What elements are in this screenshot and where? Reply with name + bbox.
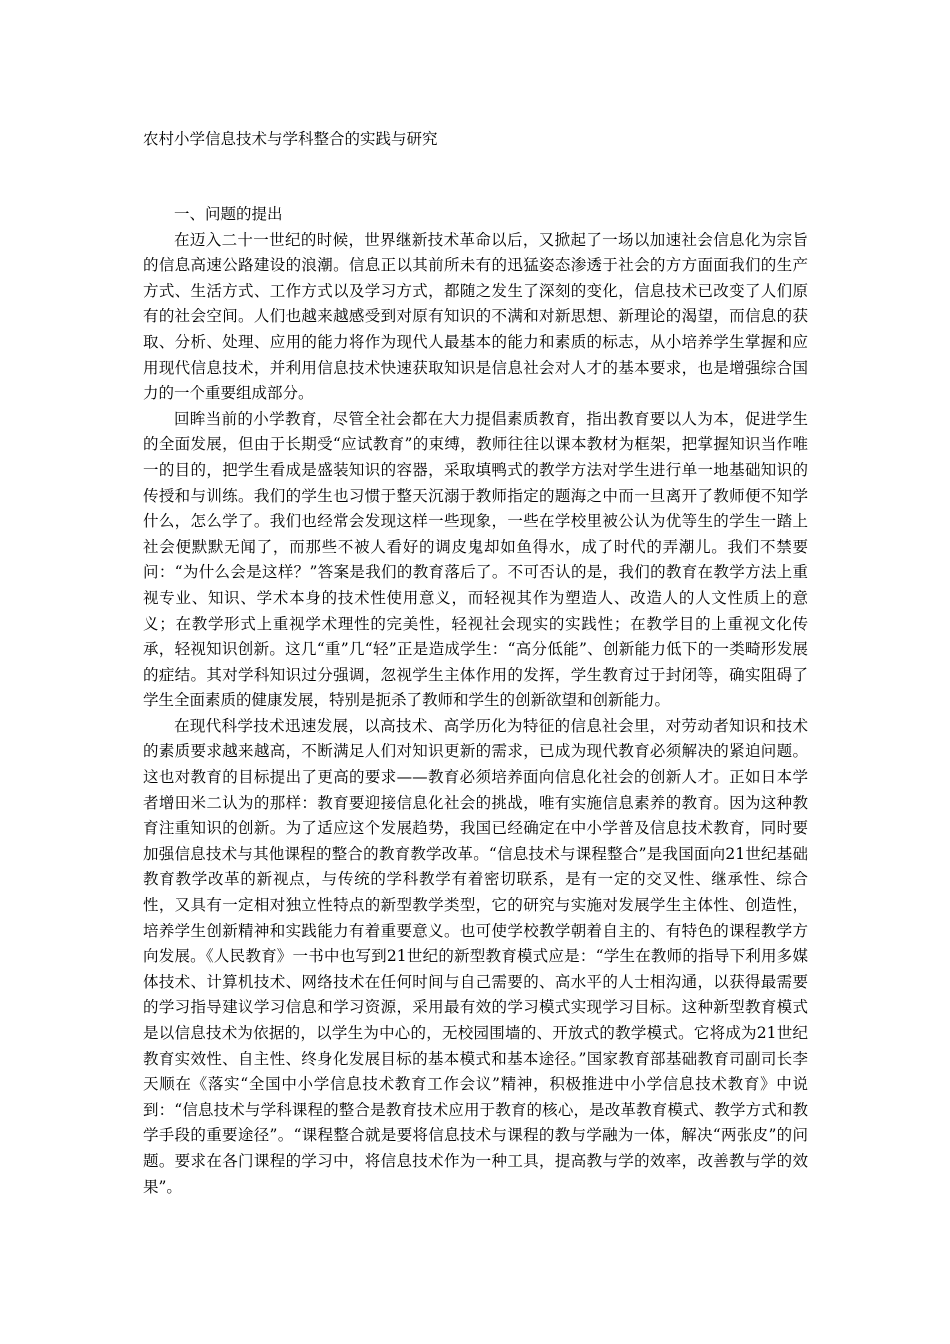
paragraph-1: 在迈入二十一世纪的时候，世界继新技术革命以后，又掀起了一场以加速社会信息化为宗旨的信息高速公路建设的浪潮。信息正以其前所未有的迅猛姿态渗透于社会的方方面面我们的生产方式、生活方式、工作方式以及学习方式，都随之发生了深刻的变化，信息技术已改变了人们原有的社会空间。人们也越来越感受到对原有知识的不满和对新思想、新理论的渴望，而信息的获取、分析、处理、应用的能力将作为现代人最基本的能力和素质的标志，从小培养学生掌握和应用现代信息技术，并利用信息技术快速获取知识是信息社会对人才的基本要求，也是增强综合国力的一个重要组成部分。 <box>143 230 808 403</box>
paragraph-3: 在现代科学技术迅速发展，以高技术、高学历化为特征的信息社会里，对劳动者知识和技术的素质要求越来越高，不断满足人们对知识更新的需求，已成为现代教育必须解决的紧迫问题。这也对教育的目标提出了更高的要求——教育必须培养面向信息化社会的创新人才。正如日本学者增田米二认为的那样：教育要迎接信息化社会的挑战，唯有实施信息素养的教育。因为这种教育注重知识的创新。为了适应这个发展趋势，我国已经确定在中小学普及信息技术教育，同时要加强信息技术与其他课程的整合的教育教学改革。“信息技术与课程整合”是我国面向21世纪基础教育教学改革的新视点，与传统的学科教学有着密切联系，是有一定的交叉性、继承性、综合性，又具有一定相对独立性特点的新型教学类型，它的研究与实施对发展学生主体性、创造性，培养学生创新精神和实践能力有着重要意义。也可使学校教学朝着自主的、有特色的课程教学方向发展。《人民教育》一书中也写到21世纪的新型教育模式应是：“学生在教师的指导下利用多媒体技术、计算机技术、网络技术在任何时间与自己需要的、高水平的人士相沟通，以获得最需要的学习指导建议学习信息和学习资源，采用最有效的学习模式实现学习目标。这种新型教育模式是以信息技术为依据的，以学生为中心的，无校园围墙的、开放式的教学模式。它将成为21世纪教育实效性、自主性、终身化发展目标的基本模式和基本途径。”国家教育部基础教育司副司长李天顺在《落实“全国中小学信息技术教育工作会议”精神，积极推进中小学信息技术教育》中说到：“信息技术与学科课程的整合是教育技术应用于教育的核心，是改革教育模式、教学方式和教学手段的重要途径”。“课程整合就是要将信息技术与课程的教与学融为一体，解决“两张皮”的问题。要求在各门课程的学习中，将信息技术作为一种工具，提高教与学的效率，改善教与学的效果”。 <box>143 716 808 1196</box>
paragraph-2: 回眸当前的小学教育，尽管全社会都在大力提倡素质教育，指出教育要以人为本，促进学生的全面发展，但由于长期受“应试教育”的束缚，教师往往以课本教材为框架，把掌握知识当作唯一的目的，把学生看成是盛装知识的容器，采取填鸭式的教学方法对学生进行单一地基础知识的传授和与训练。我们的学生也习惯于整天沉溺于教师指定的题海之中而一旦离开了教师便不知学什么，怎么学了。我们也经常会发现这样一些现象，一些在学校里被公认为优等生的学生一踏上社会便默默无闻了，而那些不被人看好的调皮鬼却如鱼得水，成了时代的弄潮儿。我们不禁要问：“为什么会是这样？”答案是我们的教育落后了。不可否认的是，我们的教育在教学方法上重视专业、知识、学术本身的技术性使用意义，而轻视其作为塑造人、改造人的人文性质上的意义；在教学形式上重视学术理性的完美性，轻视社会现实的实践性；在教学目的上重视文化传承，轻视知识创新。这几“重”几“轻”正是造成学生：“高分低能”、创新能力低下的一类畸形发展的症结。其对学科知识过分强调，忽视学生主体作用的发挥，学生教育过于封闭等，确实阻碍了学生全面素质的健康发展，特别是扼杀了教师和学生的创新欲望和创新能力。 <box>143 409 808 710</box>
section-heading: 一、问题的提出 <box>174 205 283 223</box>
document-body <box>143 202 808 1200</box>
document-title: 农村小学信息技术与学科整合的实践与研究 <box>143 130 438 148</box>
